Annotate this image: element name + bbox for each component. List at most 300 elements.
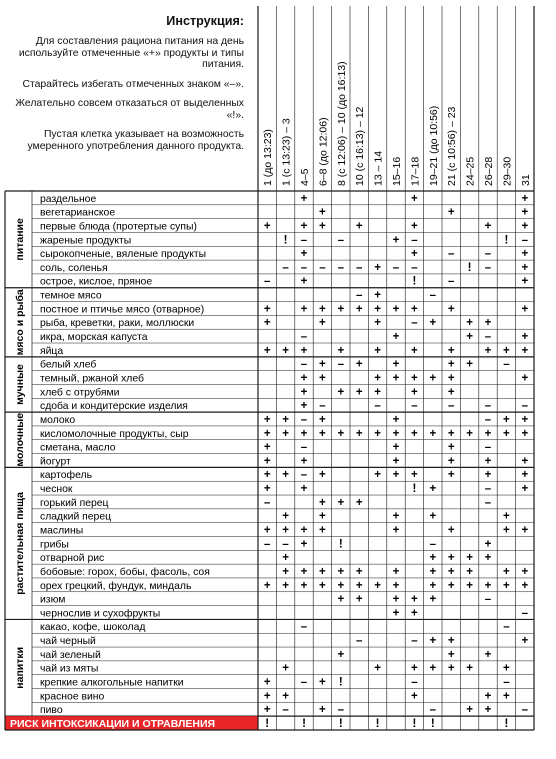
- cell-mark: +: [447, 635, 455, 648]
- cell-mark: +: [300, 386, 308, 399]
- cell-mark: +: [263, 303, 271, 316]
- cell-mark: –: [484, 441, 492, 454]
- cell-mark: –: [300, 234, 308, 247]
- cell-mark: –: [282, 704, 289, 717]
- cell-mark: +: [521, 206, 529, 219]
- cell-mark: –: [411, 400, 418, 413]
- cell-mark: +: [466, 358, 473, 371]
- cell-mark: +: [319, 220, 326, 233]
- cell-mark: +: [411, 469, 418, 482]
- cell-mark: +: [355, 358, 363, 371]
- cell-mark: +: [300, 524, 308, 537]
- cell-mark: +: [374, 372, 381, 385]
- cell-mark: +: [503, 524, 510, 537]
- cell-mark: +: [411, 192, 418, 205]
- row-label: рыба, креветки, раки, моллюски: [40, 318, 195, 330]
- cell-mark: +: [319, 704, 326, 717]
- cell-mark: +: [484, 344, 492, 357]
- cell-mark: +: [337, 648, 345, 661]
- cell-mark: –: [447, 275, 455, 288]
- cell-mark: +: [374, 303, 381, 316]
- cell-mark: !: [338, 538, 343, 551]
- cell-mark: +: [447, 344, 455, 357]
- cell-mark: +: [282, 469, 289, 482]
- column-header: 10 (с 16:13) – 12: [354, 106, 367, 186]
- cell-mark: +: [411, 593, 418, 606]
- cell-mark: –: [503, 358, 510, 371]
- row-label: красное вино: [40, 691, 105, 703]
- cell-mark: +: [355, 579, 363, 592]
- cell-mark: +: [484, 552, 492, 565]
- cell-mark: +: [392, 358, 400, 371]
- column-header: 29–30: [501, 156, 514, 186]
- cell-mark: +: [521, 469, 529, 482]
- row-label: пиво: [40, 705, 63, 717]
- cell-mark: !: [412, 483, 417, 496]
- cell-mark: +: [374, 344, 381, 357]
- cell-mark: –: [484, 593, 492, 606]
- row-label: острое, кислое, пряное: [40, 276, 153, 288]
- cell-mark: +: [282, 427, 289, 440]
- cell-mark: +: [447, 662, 455, 675]
- cell-mark: –: [337, 234, 345, 247]
- column-header: 6–8 (до 12:06): [317, 117, 330, 186]
- cell-mark: +: [282, 579, 289, 592]
- cell-mark: –: [337, 704, 345, 717]
- cell-mark: +: [503, 427, 510, 440]
- cell-mark: +: [429, 483, 437, 496]
- cell-mark: +: [521, 635, 529, 648]
- row-label: маслины: [40, 525, 84, 537]
- row-label: темное мясо: [40, 290, 102, 302]
- row-label: кисломолочные продукты, сыр: [40, 428, 189, 440]
- cell-mark: –: [411, 317, 418, 330]
- cell-mark: +: [411, 690, 418, 703]
- cell-mark: +: [282, 565, 289, 578]
- cell-mark: –: [521, 607, 529, 620]
- cell-mark: +: [484, 538, 492, 551]
- cell-mark: –: [503, 621, 510, 634]
- cell-mark: +: [337, 593, 345, 606]
- cell-mark: +: [521, 483, 529, 496]
- cell-mark: +: [466, 662, 473, 675]
- cell-mark: +: [263, 455, 271, 468]
- cell-mark: +: [392, 413, 400, 426]
- cell-mark: +: [374, 579, 381, 592]
- cell-mark: +: [392, 579, 400, 592]
- column-header: 26–28: [483, 156, 495, 186]
- cell-mark: –: [484, 413, 492, 426]
- row-label: соль, соленья: [40, 262, 108, 274]
- cell-mark: +: [447, 358, 455, 371]
- cell-mark: +: [411, 372, 418, 385]
- cell-mark: –: [355, 289, 363, 302]
- cell-mark: +: [466, 579, 473, 592]
- row-label: бобовые: горох, бобы, фасоль, соя: [40, 566, 210, 578]
- cell-mark: +: [521, 372, 529, 385]
- cell-mark: +: [337, 579, 345, 592]
- cell-mark: –: [429, 704, 437, 717]
- cell-mark: –: [355, 261, 363, 274]
- cell-mark: +: [355, 427, 363, 440]
- cell-mark: +: [484, 317, 492, 330]
- cell-mark: –: [337, 358, 345, 371]
- cell-mark: +: [429, 372, 437, 385]
- cell-mark: +: [503, 662, 510, 675]
- cell-mark: +: [300, 248, 308, 261]
- cell-mark: !: [338, 676, 343, 689]
- cell-mark: +: [392, 427, 400, 440]
- cell-mark: –: [503, 676, 510, 689]
- cell-mark: +: [521, 275, 529, 288]
- row-label: чай черный: [40, 636, 96, 648]
- column-header: 1 (до 13:23): [262, 129, 275, 186]
- cell-mark: +: [466, 704, 473, 717]
- cell-mark: +: [319, 427, 326, 440]
- cell-mark: +: [319, 358, 326, 371]
- cell-mark: +: [392, 565, 400, 578]
- cell-mark: +: [392, 372, 400, 385]
- cell-mark: +: [484, 455, 492, 468]
- risk-cell-mark: !: [504, 717, 509, 730]
- cell-mark: –: [300, 331, 308, 344]
- row-label: грибы: [40, 539, 69, 551]
- cell-mark: +: [300, 565, 308, 578]
- cell-mark: –: [282, 261, 289, 274]
- cell-mark: +: [521, 427, 529, 440]
- cell-mark: +: [447, 565, 455, 578]
- cell-mark: +: [521, 303, 529, 316]
- row-label: чай зеленый: [40, 649, 101, 661]
- row-label: чернослив и сухофрукты: [40, 608, 161, 620]
- row-label: орех грецкий, фундук, миндаль: [40, 580, 192, 592]
- cell-mark: +: [447, 427, 455, 440]
- cell-mark: +: [355, 593, 363, 606]
- cell-mark: –: [411, 676, 418, 689]
- cell-mark: –: [337, 261, 345, 274]
- column-header: 31: [519, 174, 532, 186]
- cell-mark: +: [484, 220, 492, 233]
- cell-mark: +: [392, 455, 400, 468]
- row-label: хлеб с отрубями: [40, 387, 120, 399]
- row-label: крепкие алкогольные напитки: [40, 677, 184, 689]
- cell-mark: +: [263, 441, 271, 454]
- cell-mark: +: [319, 317, 326, 330]
- cell-mark: +: [374, 386, 381, 399]
- cell-mark: –: [411, 261, 418, 274]
- cell-mark: –: [300, 261, 308, 274]
- cell-mark: +: [337, 303, 345, 316]
- cell-mark: +: [411, 220, 418, 233]
- cell-mark: +: [447, 386, 455, 399]
- cell-mark: –: [411, 234, 418, 247]
- cell-mark: +: [392, 607, 400, 620]
- row-label: чеснок: [40, 484, 73, 496]
- cell-mark: +: [263, 524, 271, 537]
- cell-mark: +: [374, 427, 381, 440]
- cell-mark: +: [447, 455, 455, 468]
- row-label: сладкий перец: [40, 511, 112, 523]
- group-label: растительная пища: [14, 492, 26, 595]
- cell-mark: !: [467, 261, 472, 274]
- column-header: 24–25: [464, 156, 477, 186]
- cell-mark: –: [300, 413, 308, 426]
- instruction-paragraph-1: Для составления рациона питания на день используйте отмеченные «+» продукты и типы питания.: [18, 36, 244, 70]
- cell-mark: –: [429, 538, 437, 551]
- risk-label: РИСК ИНТОКСИКАЦИИ И ОТРАВЛЕНИЯ: [10, 717, 216, 730]
- cell-mark: +: [411, 303, 418, 316]
- row-label: чай из мяты: [40, 663, 99, 675]
- cell-mark: +: [447, 441, 455, 454]
- group-label: молочные: [14, 412, 26, 467]
- cell-mark: –: [282, 538, 289, 551]
- cell-mark: +: [300, 538, 308, 551]
- cell-mark: +: [484, 704, 492, 717]
- cell-mark: +: [355, 220, 363, 233]
- cell-mark: +: [521, 455, 529, 468]
- cell-mark: +: [521, 220, 529, 233]
- cell-mark: +: [337, 344, 345, 357]
- cell-mark: +: [411, 248, 418, 261]
- cell-mark: –: [484, 400, 492, 413]
- cell-mark: +: [263, 469, 271, 482]
- cell-mark: +: [374, 261, 381, 274]
- cell-mark: +: [300, 483, 308, 496]
- cell-mark: +: [319, 206, 326, 219]
- cell-mark: +: [411, 662, 418, 675]
- row-label: картофель: [40, 470, 92, 482]
- cell-mark: +: [447, 469, 455, 482]
- cell-mark: –: [300, 621, 308, 634]
- cell-mark: +: [392, 524, 400, 537]
- row-label: сдоба и кондитерские изделия: [40, 401, 188, 413]
- cell-mark: +: [263, 690, 271, 703]
- cell-mark: +: [503, 413, 510, 426]
- cell-mark: –: [521, 400, 529, 413]
- cell-mark: +: [300, 220, 308, 233]
- cell-mark: +: [503, 579, 510, 592]
- risk-cell-mark: !: [430, 717, 435, 730]
- column-header: 13 – 14: [372, 150, 385, 186]
- cell-mark: +: [429, 317, 437, 330]
- cell-mark: –: [263, 275, 271, 288]
- cell-mark: +: [429, 552, 437, 565]
- cell-mark: +: [484, 690, 492, 703]
- cell-mark: –: [484, 331, 492, 344]
- cell-mark: +: [503, 510, 510, 523]
- cell-mark: +: [521, 413, 529, 426]
- cell-mark: +: [447, 303, 455, 316]
- risk-cell-mark: !: [375, 717, 380, 730]
- cell-mark: +: [337, 386, 345, 399]
- row-label: йогурт: [40, 456, 71, 468]
- cell-mark: +: [392, 234, 400, 247]
- cell-mark: +: [374, 289, 381, 302]
- risk-cell-mark: !: [302, 717, 306, 730]
- group-label: питание: [14, 218, 26, 261]
- cell-mark: +: [374, 662, 381, 675]
- cell-mark: +: [319, 303, 326, 316]
- cell-mark: +: [282, 524, 289, 537]
- cell-mark: +: [447, 648, 455, 661]
- cell-mark: –: [263, 538, 271, 551]
- row-label: молоко: [40, 414, 76, 426]
- cell-mark: +: [521, 261, 529, 274]
- cell-mark: +: [300, 192, 308, 205]
- column-header: 8 (с 12:06) – 10 (до 16:13): [335, 61, 348, 186]
- cell-mark: +: [392, 510, 400, 523]
- cell-mark: +: [263, 676, 271, 689]
- cell-mark: –: [300, 441, 308, 454]
- cell-mark: +: [484, 648, 492, 661]
- cell-mark: +: [337, 427, 345, 440]
- cell-mark: +: [484, 469, 492, 482]
- column-header: 19–21 (до 10:56): [427, 105, 440, 186]
- row-label: изюм: [40, 594, 66, 606]
- cell-mark: +: [282, 413, 289, 426]
- cell-mark: +: [521, 344, 529, 357]
- cell-mark: +: [282, 344, 289, 357]
- cell-mark: +: [300, 303, 308, 316]
- cell-mark: –: [484, 483, 492, 496]
- cell-mark: +: [521, 331, 529, 344]
- cell-mark: +: [429, 565, 437, 578]
- cell-mark: –: [263, 496, 271, 509]
- cell-mark: +: [429, 510, 437, 523]
- cell-mark: –: [300, 469, 308, 482]
- cell-mark: +: [263, 704, 271, 717]
- cell-mark: –: [411, 635, 418, 648]
- cell-mark: +: [263, 579, 271, 592]
- cell-mark: –: [319, 261, 326, 274]
- cell-mark: +: [374, 469, 381, 482]
- cell-mark: –: [319, 400, 326, 413]
- row-label: раздельное: [40, 193, 97, 205]
- cell-mark: !: [283, 234, 288, 247]
- row-label: постное и птичье мясо (отварное): [40, 304, 205, 316]
- cell-mark: +: [355, 496, 363, 509]
- instruction-title: Инструкция:: [166, 14, 244, 28]
- cell-mark: +: [521, 192, 529, 205]
- cell-mark: +: [355, 386, 363, 399]
- cell-mark: –: [300, 676, 308, 689]
- cell-mark: –: [374, 400, 381, 413]
- cell-mark: +: [263, 427, 271, 440]
- cell-mark: +: [521, 565, 529, 578]
- cell-mark: –: [484, 248, 492, 261]
- cell-mark: +: [319, 565, 326, 578]
- cell-mark: +: [466, 427, 473, 440]
- cell-mark: +: [263, 344, 271, 357]
- cell-mark: +: [374, 317, 381, 330]
- cell-mark: +: [503, 565, 510, 578]
- cell-mark: +: [447, 524, 455, 537]
- group-label: мясо и рыба: [14, 289, 26, 356]
- cell-mark: –: [300, 358, 308, 371]
- cell-mark: +: [521, 524, 529, 537]
- cell-mark: +: [319, 510, 326, 523]
- column-header: 4–5: [299, 168, 311, 186]
- cell-mark: +: [282, 552, 289, 565]
- instruction-paragraph-3: Желательно совсем отказаться от выделенных «!».: [15, 98, 244, 121]
- cell-mark: +: [429, 593, 437, 606]
- cell-mark: +: [319, 372, 326, 385]
- cell-mark: +: [337, 496, 345, 509]
- cell-mark: –: [447, 248, 455, 261]
- row-label: сметана, масло: [40, 442, 116, 454]
- cell-mark: +: [466, 565, 473, 578]
- cell-mark: +: [521, 248, 529, 261]
- row-label: отварной рис: [40, 553, 105, 565]
- cell-mark: +: [411, 344, 418, 357]
- cell-mark: +: [300, 427, 308, 440]
- row-label: горький перец: [40, 497, 109, 509]
- cell-mark: +: [411, 607, 418, 620]
- row-label: первые блюда (протертые супы): [40, 221, 197, 233]
- cell-mark: +: [300, 400, 308, 413]
- row-label: какао, кофе, шоколад: [40, 622, 146, 634]
- cell-mark: +: [300, 372, 308, 385]
- cell-mark: +: [447, 372, 455, 385]
- cell-mark: –: [521, 704, 529, 717]
- instruction-paragraph-2: Старайтесь избегать отмеченных знаком «–».: [22, 78, 244, 90]
- instruction-paragraph-4: Пустая клетка указывает на возможность умеренного употребления данного продукта.: [27, 129, 244, 152]
- cell-mark: +: [319, 496, 326, 509]
- cell-mark: +: [355, 303, 363, 316]
- cell-mark: +: [392, 303, 400, 316]
- row-label: жареные продукты: [40, 235, 132, 247]
- cell-mark: +: [282, 690, 289, 703]
- column-header: 17–18: [409, 156, 422, 186]
- cell-mark: +: [411, 427, 418, 440]
- cell-mark: +: [429, 635, 437, 648]
- column-header: 15–16: [391, 156, 403, 186]
- cell-mark: +: [263, 317, 271, 330]
- cell-mark: +: [300, 275, 308, 288]
- cell-mark: –: [521, 234, 529, 247]
- cell-mark: +: [263, 413, 271, 426]
- cell-mark: +: [319, 579, 326, 592]
- cell-mark: –: [355, 635, 363, 648]
- row-label: сырокопченые, вяленые продукты: [40, 249, 207, 261]
- column-header: 1 (с 13:23) – 3: [280, 118, 293, 186]
- cell-mark: +: [429, 427, 437, 440]
- cell-mark: +: [392, 331, 400, 344]
- cell-mark: +: [484, 427, 492, 440]
- row-label: белый хлеб: [40, 359, 97, 371]
- row-label: темный, ржаной хлеб: [40, 373, 144, 385]
- group-label: напитки: [14, 646, 26, 689]
- cell-mark: +: [447, 552, 455, 565]
- cell-mark: +: [263, 220, 271, 233]
- cell-mark: +: [521, 579, 529, 592]
- cell-mark: !: [504, 234, 509, 247]
- cell-mark: +: [337, 565, 345, 578]
- cell-mark: +: [319, 413, 326, 426]
- cell-mark: +: [300, 455, 308, 468]
- cell-mark: +: [300, 344, 308, 357]
- risk-cell-mark: !: [338, 717, 343, 730]
- risk-cell-mark: !: [265, 717, 270, 730]
- cell-mark: +: [319, 524, 326, 537]
- cell-mark: +: [466, 317, 473, 330]
- cell-mark: +: [411, 386, 418, 399]
- cell-mark: +: [319, 469, 326, 482]
- column-header: 21 (с 10:56) – 23: [446, 106, 459, 186]
- cell-mark: +: [300, 579, 308, 592]
- cell-mark: +: [282, 662, 289, 675]
- cell-mark: –: [447, 400, 455, 413]
